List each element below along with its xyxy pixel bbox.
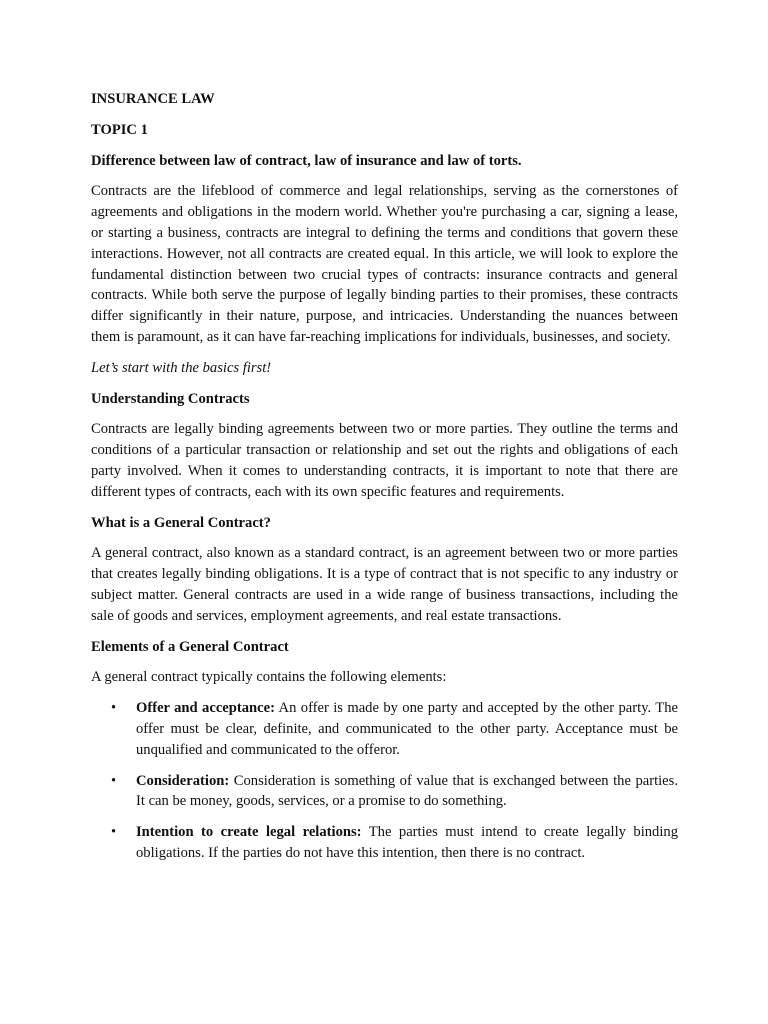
general-contract-paragraph: A general contract, also known as a standard contract, is an agreement between two or more parties that creates legally binding obligations. It is a type of contract that is not specific to any industry or subject matter. General contracts are used in a wide range of business transactions, including the sale of goods and services, employment agreements, and real estate transactions.: [91, 545, 678, 624]
list-item: [91, 698, 678, 760]
bullet-icon: •: [111, 772, 117, 789]
element-text: Consideration is something of value that is exchanged between the parties. It can be money, goods, services, or a promise to do something.: [136, 772, 678, 810]
elements-heading: Elements of a General Contract: [91, 638, 289, 655]
elements-intro: A general contract typically contains the following elements:: [91, 669, 447, 686]
document-page: [91, 89, 678, 874]
elements-list: [91, 698, 678, 864]
bullet-icon: •: [111, 700, 117, 717]
element-text: An offer is made by one party and accepted by the other party. The offer must be clear, definite, and communicated to the other party. Acceptance must be unqualified and communicated to the offeror.: [136, 700, 678, 758]
topic-heading: TOPIC 1: [91, 121, 148, 138]
section-subtitle: Difference between law of contract, law of insurance and law of torts.: [91, 152, 522, 169]
understanding-paragraph: Contracts are legally binding agreements between two or more parties. They outline the terms and conditions of a particular transaction or relationship and set out the rights and obligations of each party involved. When it comes to understanding contracts, it is important to note that there are different types of contracts, each with its own specific features and requirements.: [91, 421, 678, 500]
basics-line: Let’s start with the basics first!: [91, 359, 272, 376]
understanding-heading: Understanding Contracts: [91, 390, 250, 407]
intro-paragraph: Contracts are the lifeblood of commerce and legal relationships, serving as the cornerstones of agreements and obligations in the modern world. Whether you're purchasing a car, signing a lease, or starting a business, contracts are integral to defining the terms and conditions that govern these interactions. However, not all contracts are created equal. In this article, we will look to explore the fundamental distinction between two crucial types of contracts: insurance contracts and general contracts. While both serve the purpose of legally binding parties to their promises, these contracts differ significantly in their nature, purpose, and intricacies. Understanding the nuances between them is paramount, as it can have far-reaching implications for individuals, businesses, and society.: [91, 183, 678, 345]
document-title: INSURANCE LAW: [91, 91, 215, 107]
list-item: [91, 771, 678, 813]
element-term: Intention to create legal relations:: [136, 824, 362, 841]
element-text: The parties must intend to create legally binding obligations. If the parties do not have this intention, then there is no contract.: [136, 824, 678, 861]
element-term: Offer and acceptance:: [136, 700, 275, 717]
list-item: [91, 822, 678, 864]
element-term: Consideration:: [136, 772, 230, 789]
bullet-icon: •: [111, 824, 117, 841]
general-contract-heading: What is a General Contract?: [91, 514, 271, 531]
